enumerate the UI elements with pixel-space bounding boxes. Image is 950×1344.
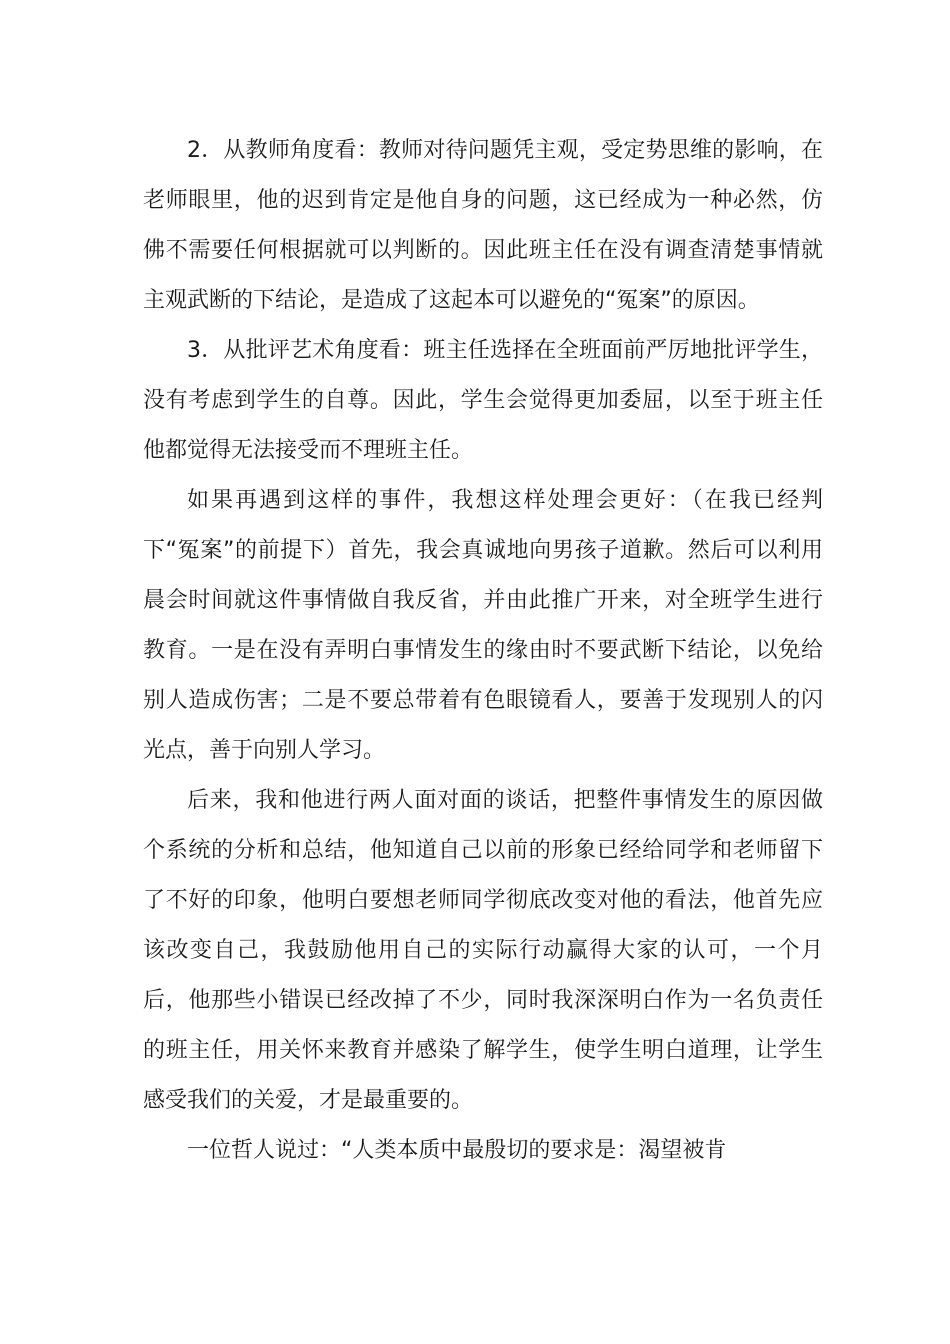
paragraph-criticism-art: 3．从批评艺术角度看：班主任选择在全班面前严厉地批评学生，没有考虑到学生的自尊。因此，学生会觉得更加委屈，以至于班主任他都觉得无法接受而不理班主任。 <box>143 338 823 463</box>
paragraph-better-handling: 如果再遇到这样的事件，我想这样处理会更好：（在我已经判下“冤案”的前提下）首先，我会真诚地向男孩子道歉。然后可以利用晨会时间就这件事情做自我反省，并由此推广开来，对全班学生进行教育。一是在没有弄明白事情发生的缘由时不要武断下结论，以免给别人造成伤害；二是不要总带着有色眼镜看人，要善于发现别人的闪光点，善于向别人学习。 <box>143 488 823 763</box>
paragraph-teacher-perspective: 2．从教师角度看：教师对待问题凭主观，受定势思维的影响，在老师眼里，他的迟到肯定是他自身的问题，这已经成为一种必然，仿佛不需要任何根据就可以判断的。因此班主任在没有调查清楚事情就主观武断的下结论，是造成了这起本可以避免的“冤案”的原因。 <box>143 138 823 313</box>
document-body <box>143 126 823 1176</box>
paragraph-followup-talk: 后来，我和他进行两人面对面的谈话，把整件事情发生的原因做个系统的分析和总结，他知道自己以前的形象已经给同学和老师留下了不好的印象，他明白要想老师同学彻底改变对他的看法，他首先应该改变自己，我鼓励他用自己的实际行动赢得大家的认可，一个月后，他那些小错误已经改掉了不少，同时我深深明白作为一名负责任的班主任，用关怀来教育并感染了解学生，使学生明白道理，让学生感受我们的关爱，才是最重要的。 <box>143 788 823 1113</box>
paragraph-philosopher-quote: 一位哲人说过：“人类本质中最殷切的要求是：渴望被肯 <box>187 1138 727 1163</box>
